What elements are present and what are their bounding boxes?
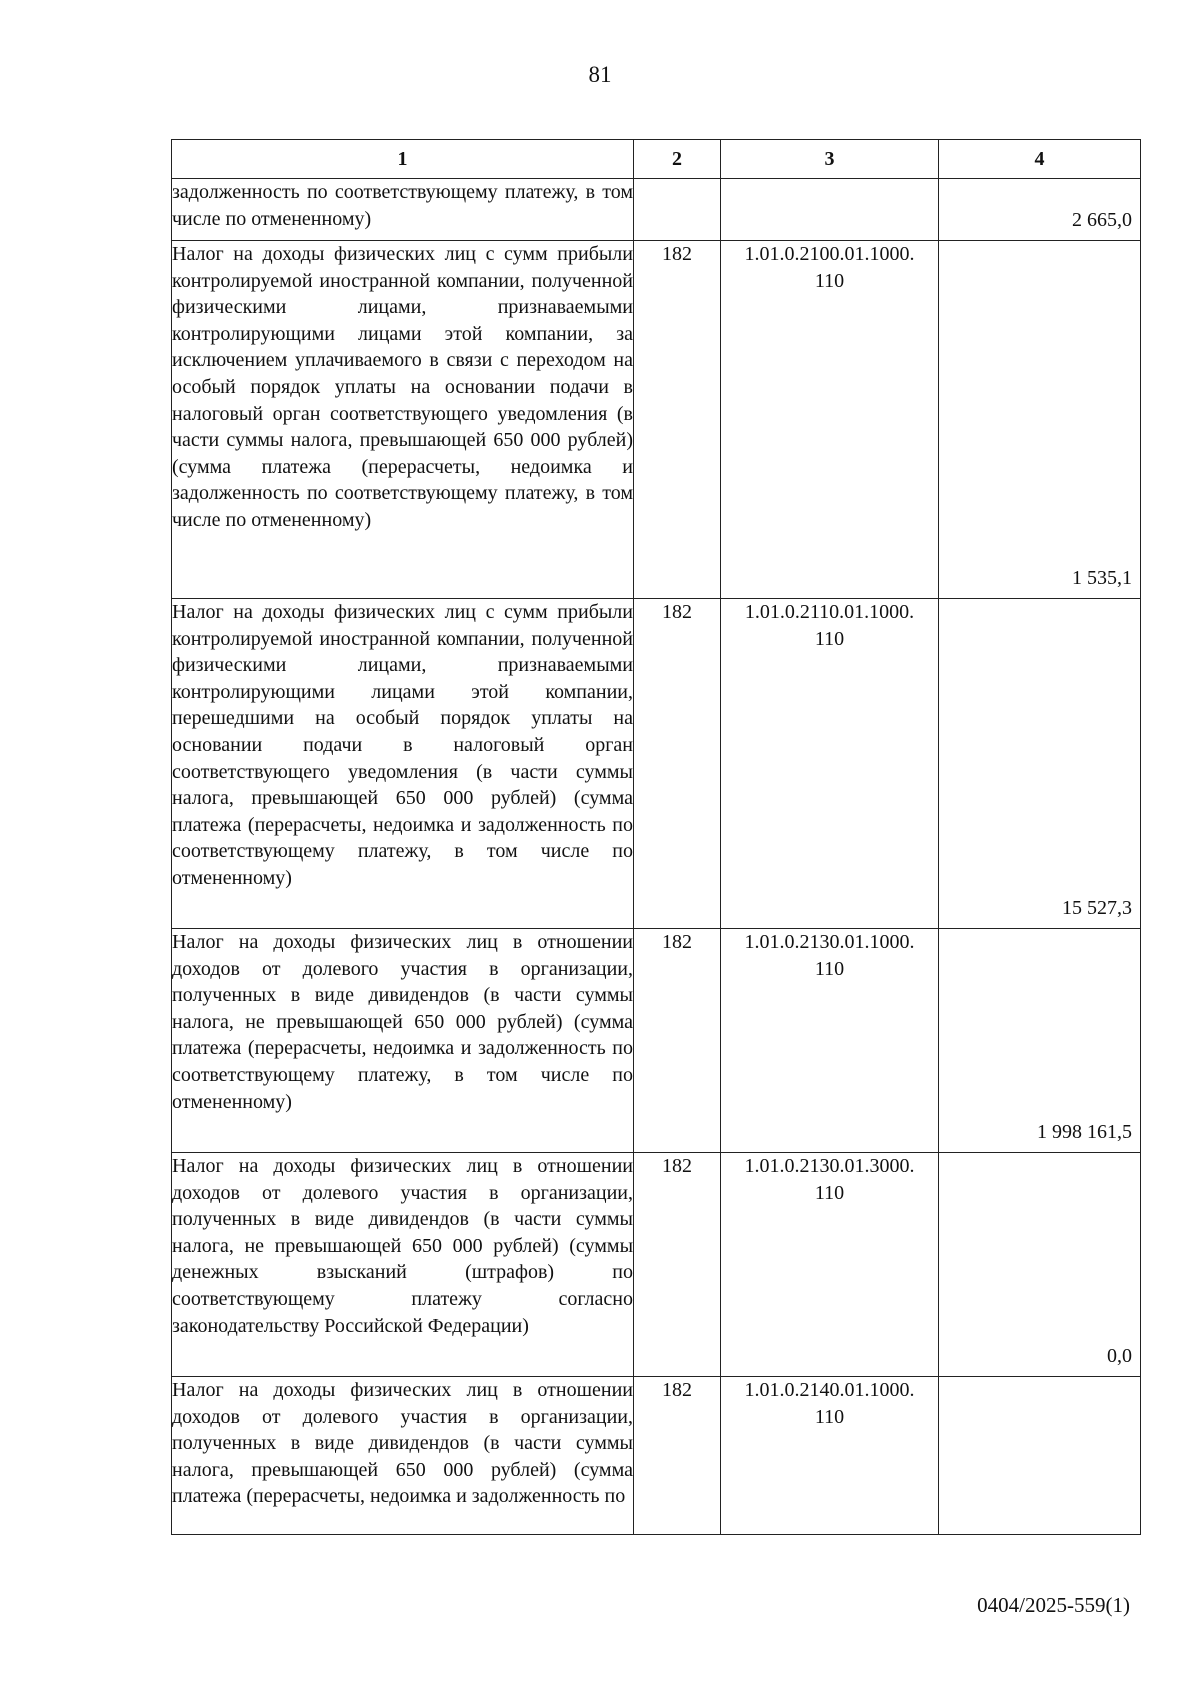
row-code: 182 (634, 1153, 721, 1377)
row-code: 182 (634, 1377, 721, 1535)
row-description: Налог на доходы физических лиц с сумм прибыли контролируемой иностранной компании, полученной физическими лицами, признаваемыми контролирующими лицами этой компании, за исключением уплачиваемого в связи с переходом на особый порядок уплаты на основании подачи в налоговый орган соответствующего уведомления (в части суммы налога, превышающей 650 000 рублей) (сумма платежа (перерасчеты, недоимка и задолженность по соответствующему платежу, в том числе по отмененному) (172, 241, 634, 599)
row-kbk-line2: 110 (814, 269, 845, 292)
row-code: 182 (634, 241, 721, 599)
revenue-table (171, 139, 1141, 1535)
row-amount: 2 665,0 (1072, 209, 1132, 232)
row-kbk (721, 599, 939, 929)
table-row (172, 599, 1141, 929)
table-row (172, 929, 1141, 1153)
row-kbk-line1: 1.01.0.2100.01.1000. (744, 243, 915, 265)
table-header-row (172, 140, 1141, 179)
row-amount-cell (939, 1377, 1141, 1535)
row-description: Налог на доходы физических лиц в отношении доходов от долевого участия в организации, полученных в виде дивидендов (в части суммы налога, не превышающей 650 000 рублей) (сумма платежа (перерасчеты, недоимка и задолженность по соответствующему платежу, в том числе по отмененному) (172, 929, 634, 1153)
row-kbk-line2: 110 (814, 627, 845, 650)
row-description: Налог на доходы физических лиц в отношении доходов от долевого участия в организации, полученных в виде дивидендов (в части суммы налога, не превышающей 650 000 рублей) (суммы денежных взысканий (штрафов) по соответствующему платежу согласно законодательству Российской Федерации) (172, 1153, 634, 1377)
row-amount: 0,0 (1107, 1345, 1132, 1368)
page-number: 81 (588, 62, 612, 87)
table-row (172, 1153, 1141, 1377)
row-kbk-line1: 1.01.0.2140.01.1000. (744, 1379, 915, 1401)
row-amount-cell (939, 241, 1141, 599)
row-amount-cell (939, 179, 1141, 241)
header-col-3: 3 (721, 140, 939, 179)
row-kbk (721, 1377, 939, 1535)
row-amount: 1 535,1 (1072, 567, 1132, 590)
row-amount-cell (939, 929, 1141, 1153)
document-registration-code: 0404/2025-559(1) (977, 1593, 1130, 1617)
row-description: Налог на доходы физических лиц с сумм прибыли контролируемой иностранной компании, полученной физическими лицами, признаваемыми контролирующими лицами этой компании, перешедшими на особый порядок уплаты на основании подачи в налоговый орган соответствующего уведомления (в части суммы налога, превышающей 650 000 рублей) (сумма платежа (перерасчеты, недоимка и задолженность по соответствующему платежу, в том числе по отмененному) (172, 599, 634, 929)
row-code: 182 (634, 929, 721, 1153)
row-code (634, 179, 721, 241)
row-kbk-line2: 110 (814, 957, 845, 980)
table-row (172, 1377, 1141, 1535)
header-col-2: 2 (634, 140, 721, 179)
row-description: Налог на доходы физических лиц в отношении доходов от долевого участия в организации, полученных в виде дивидендов (в части суммы налога, превышающей 650 000 рублей) (сумма платежа (перерасчеты, недоимка и задолженность по (172, 1377, 634, 1535)
row-kbk-line1: 1.01.0.2130.01.3000. (744, 1155, 915, 1177)
row-description: задолженность по соответствующему платежу, в том числе по отмененному) (172, 179, 634, 241)
row-amount: 15 527,3 (1062, 897, 1132, 920)
row-amount-cell (939, 599, 1141, 929)
row-kbk-line2: 110 (814, 1405, 845, 1428)
row-kbk (721, 241, 939, 599)
row-kbk-line2: 110 (814, 1181, 845, 1204)
row-kbk-line1: 1.01.0.2130.01.1000. (744, 931, 915, 953)
row-kbk-line1: 1.01.0.2110.01.1000. (744, 601, 915, 623)
table-row (172, 241, 1141, 599)
row-amount-cell (939, 1153, 1141, 1377)
row-kbk (721, 179, 939, 241)
table-row (172, 179, 1141, 241)
row-kbk (721, 1153, 939, 1377)
row-amount: 1 998 161,5 (1037, 1121, 1132, 1144)
row-kbk (721, 929, 939, 1153)
row-code: 182 (634, 599, 721, 929)
header-col-1: 1 (172, 140, 634, 179)
header-col-4: 4 (939, 140, 1141, 179)
